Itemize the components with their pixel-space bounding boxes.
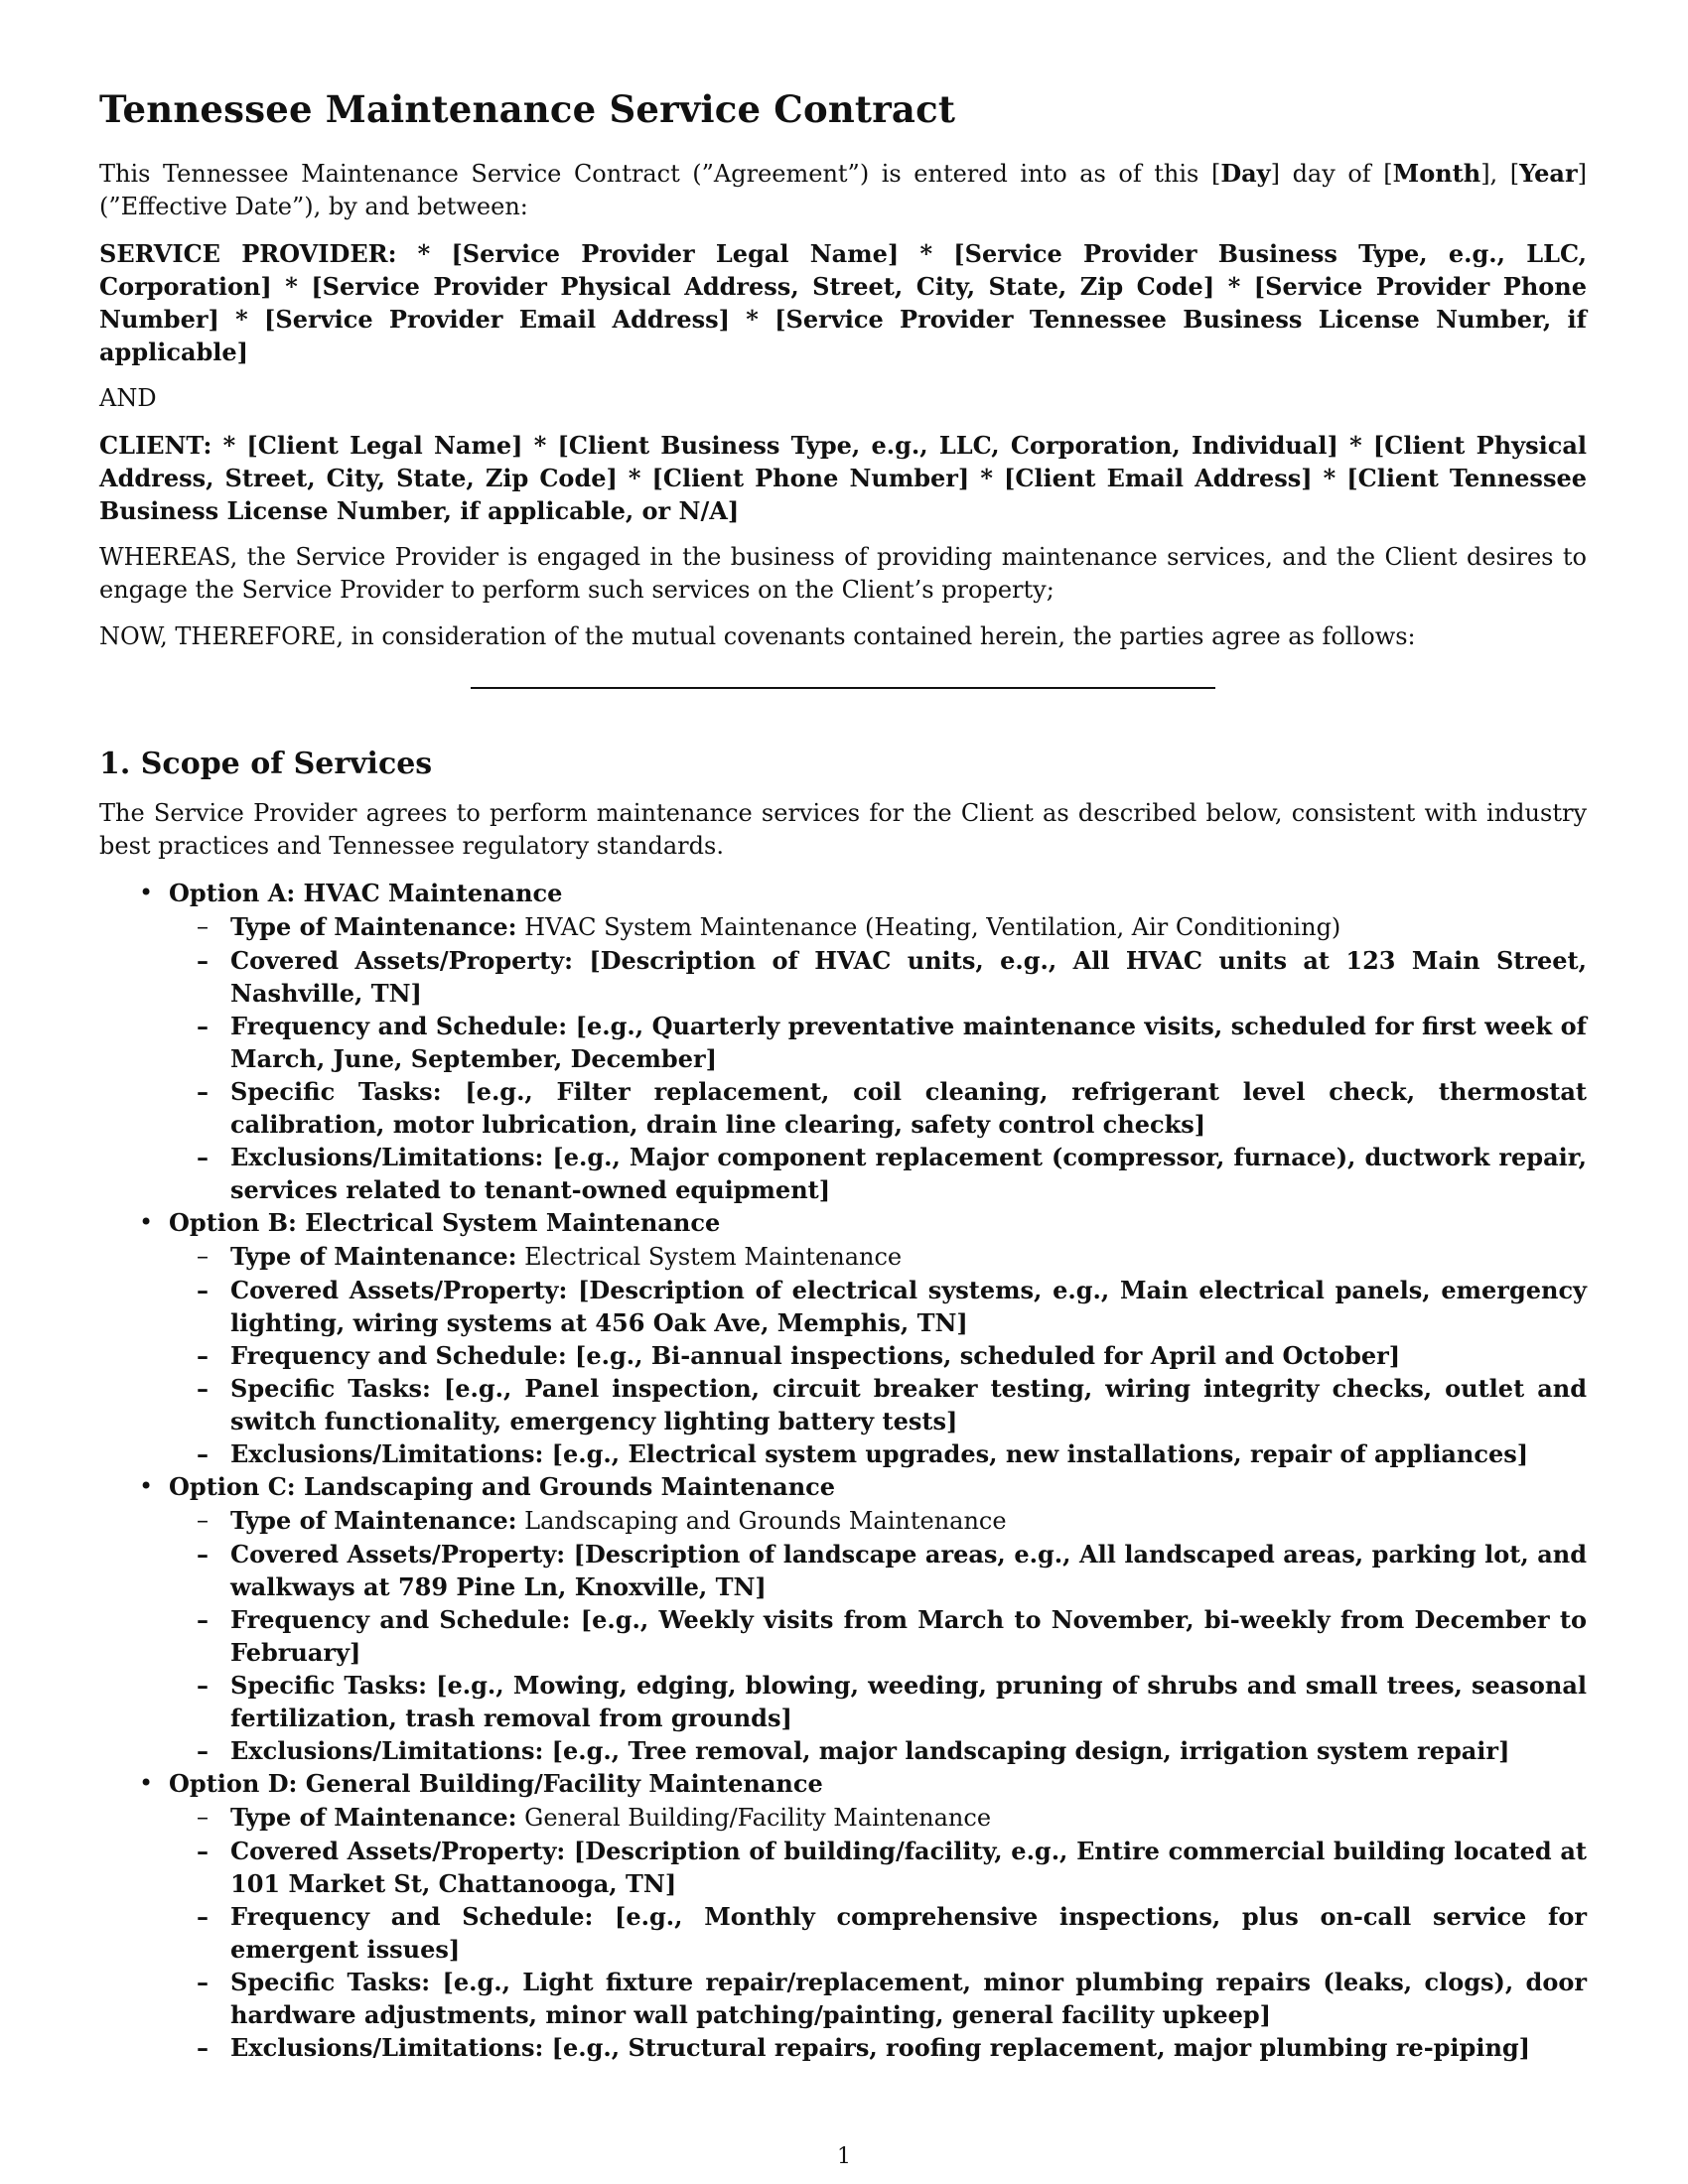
and-text: AND	[99, 384, 157, 412]
client-label: CLIENT:	[99, 431, 212, 460]
type-label: Type of Maintenance:	[230, 1803, 517, 1832]
list-item: – Covered Assets/Property: [Description of building/facility, e.g., Entire commercial building located at 101 Market St, Chattanooga, TN]	[169, 1835, 1587, 1900]
now-therefore-paragraph: NOW, THEREFORE, in consideration of the mutual covenants contained herein, the parties agree as follows:	[99, 622, 1416, 650]
provider-details: * [Service Provider Legal Name] * [Service Provider Business Type, e.g., LLC, Corporation] * [Service Provider Physical Address, Street, City, State, Zip Code] * [Service Provider Phone Number] * [Service Provider Email Address] * [Service Provider Tennessee Business License Number, if applicable]	[99, 239, 1588, 366]
type-value: Landscaping and Grounds Maintenance	[524, 1507, 1007, 1535]
list-item: – Specific Tasks: [e.g., Light fixture repair/replacement, minor plumbing repairs (leaks, clogs), door hardware adjustments, minor wall patching/painting, general facility upkeep]	[169, 1966, 1587, 2031]
intro-text-3: (”Effective Date”), by and between:	[99, 193, 528, 220]
intro-year: Year	[1519, 159, 1578, 188]
service-options-list	[99, 877, 1587, 2064]
list-item: – Frequency and Schedule: [e.g., Quarterly preventative maintenance visits, scheduled for first week of March, June, September, December]	[169, 1010, 1587, 1075]
intro-month: Month	[1392, 159, 1481, 188]
option-c-details	[169, 1504, 1587, 1767]
list-item	[169, 1801, 1587, 1835]
list-item: – Specific Tasks: [e.g., Mowing, edging, blowing, weeding, pruning of shrubs and small trees, seasonal fertilization, trash removal from grounds]	[169, 1669, 1587, 1734]
option-c	[99, 1470, 1587, 1767]
option-c-title: Option C: Landscaping and Grounds Maintenance	[169, 1472, 836, 1501]
intro-paragraph: This Tennessee Maintenance Service Contract (”Agreement”) is entered into as of this [Day] day of [Month], [Year] (”Effective Date”), by and between:	[99, 159, 1587, 220]
whereas-paragraph: WHEREAS, the Service Provider is engaged in the business of providing maintenance services, and the Client desires to engage the Service Provider to perform such services on the Client’s property;	[99, 543, 1587, 604]
page-number: 1	[837, 2144, 851, 2169]
option-b-details	[169, 1240, 1587, 1470]
list-item	[169, 910, 1587, 944]
list-item: – Exclusions/Limitations: [e.g., Structural repairs, roofing replacement, major plumbing re-piping]	[169, 2031, 1587, 2064]
option-a-title: Option A: HVAC Maintenance	[169, 879, 563, 907]
list-item	[169, 1240, 1587, 1274]
list-item	[169, 1504, 1587, 1538]
option-d	[99, 1767, 1587, 2064]
list-item: – Exclusions/Limitations: [e.g., Electrical system upgrades, new installations, repair of appliances]	[169, 1437, 1587, 1470]
provider-label: SERVICE PROVIDER:	[99, 239, 397, 268]
list-item: – Exclusions/Limitations: [e.g., Tree removal, major landscaping design, irrigation system repair]	[169, 1734, 1587, 1767]
type-value: Electrical System Maintenance	[524, 1243, 903, 1271]
intro-day: Day	[1220, 159, 1271, 188]
type-label: Type of Maintenance:	[230, 1242, 517, 1271]
client-paragraph	[99, 429, 1587, 527]
section-1-heading: 1. Scope of Services	[99, 747, 433, 781]
list-item: – Covered Assets/Property: [Description of electrical systems, e.g., Main electrical panels, emergency lighting, wiring systems at 456 Oak Ave, Memphis, TN]	[169, 1274, 1587, 1339]
type-value: HVAC System Maintenance (Heating, Ventilation, Air Conditioning)	[524, 913, 1341, 941]
option-a	[99, 877, 1587, 1206]
list-item: – Frequency and Schedule: [e.g., Monthly comprehensive inspections, plus on-call service for emergent issues]	[169, 1900, 1587, 1966]
list-item: – Exclusions/Limitations: [e.g., Major component replacement (compressor, furnace), ductwork repair, services related to tenant-owned equipment]	[169, 1141, 1587, 1206]
intro-text-1: This Tennessee Maintenance Service Contract (”Agreement”) is entered into as of this	[99, 160, 1199, 188]
section-1-intro: The Service Provider agrees to perform maintenance services for the Client as described below, consistent with industry best practices and Tennessee regulatory standards.	[99, 799, 1587, 860]
document-title: Tennessee Maintenance Service Contract	[99, 87, 956, 131]
client-details: * [Client Legal Name] * [Client Business Type, e.g., LLC, Corporation, Individual] * [Client Physical Address, Street, City, State, Zip Code] * [Client Phone Number] * [Client Email Address] * [Client Tennessee Business License Number, if applicable, or N/A]	[99, 431, 1588, 525]
list-item: – Covered Assets/Property: [Description of landscape areas, e.g., All landscaped areas, parking lot, and walkways at 789 Pine Ln, Knoxville, TN]	[169, 1538, 1587, 1603]
provider-paragraph	[99, 237, 1587, 368]
list-item: – Specific Tasks: [e.g., Panel inspection, circuit breaker testing, wiring integrity checks, outlet and switch functionality, emergency lighting battery tests]	[169, 1372, 1587, 1437]
option-b-title: Option B: Electrical System Maintenance	[169, 1208, 721, 1237]
section-divider	[471, 687, 1215, 689]
list-item: – Covered Assets/Property: [Description of HVAC units, e.g., All HVAC units at 123 Main Street, Nashville, TN]	[169, 944, 1587, 1010]
option-d-title: Option D: General Building/Facility Maintenance	[169, 1769, 823, 1798]
type-label: Type of Maintenance:	[230, 1506, 517, 1535]
list-item: – Specific Tasks: [e.g., Filter replacement, coil cleaning, refrigerant level check, thermostat calibration, motor lubrication, drain line clearing, safety control checks]	[169, 1075, 1587, 1141]
option-d-details	[169, 1801, 1587, 2064]
document-page	[99, 87, 1587, 2064]
option-b	[99, 1206, 1587, 1470]
list-item: – Frequency and Schedule: [e.g., Bi-annual inspections, scheduled for April and October]	[169, 1339, 1587, 1372]
option-a-details	[169, 910, 1587, 1206]
intro-text-2: day of	[1292, 160, 1371, 188]
list-item: – Frequency and Schedule: [e.g., Weekly visits from March to November, bi-weekly from December to February]	[169, 1603, 1587, 1669]
type-value: General Building/Facility Maintenance	[524, 1804, 992, 1832]
type-label: Type of Maintenance:	[230, 912, 517, 941]
